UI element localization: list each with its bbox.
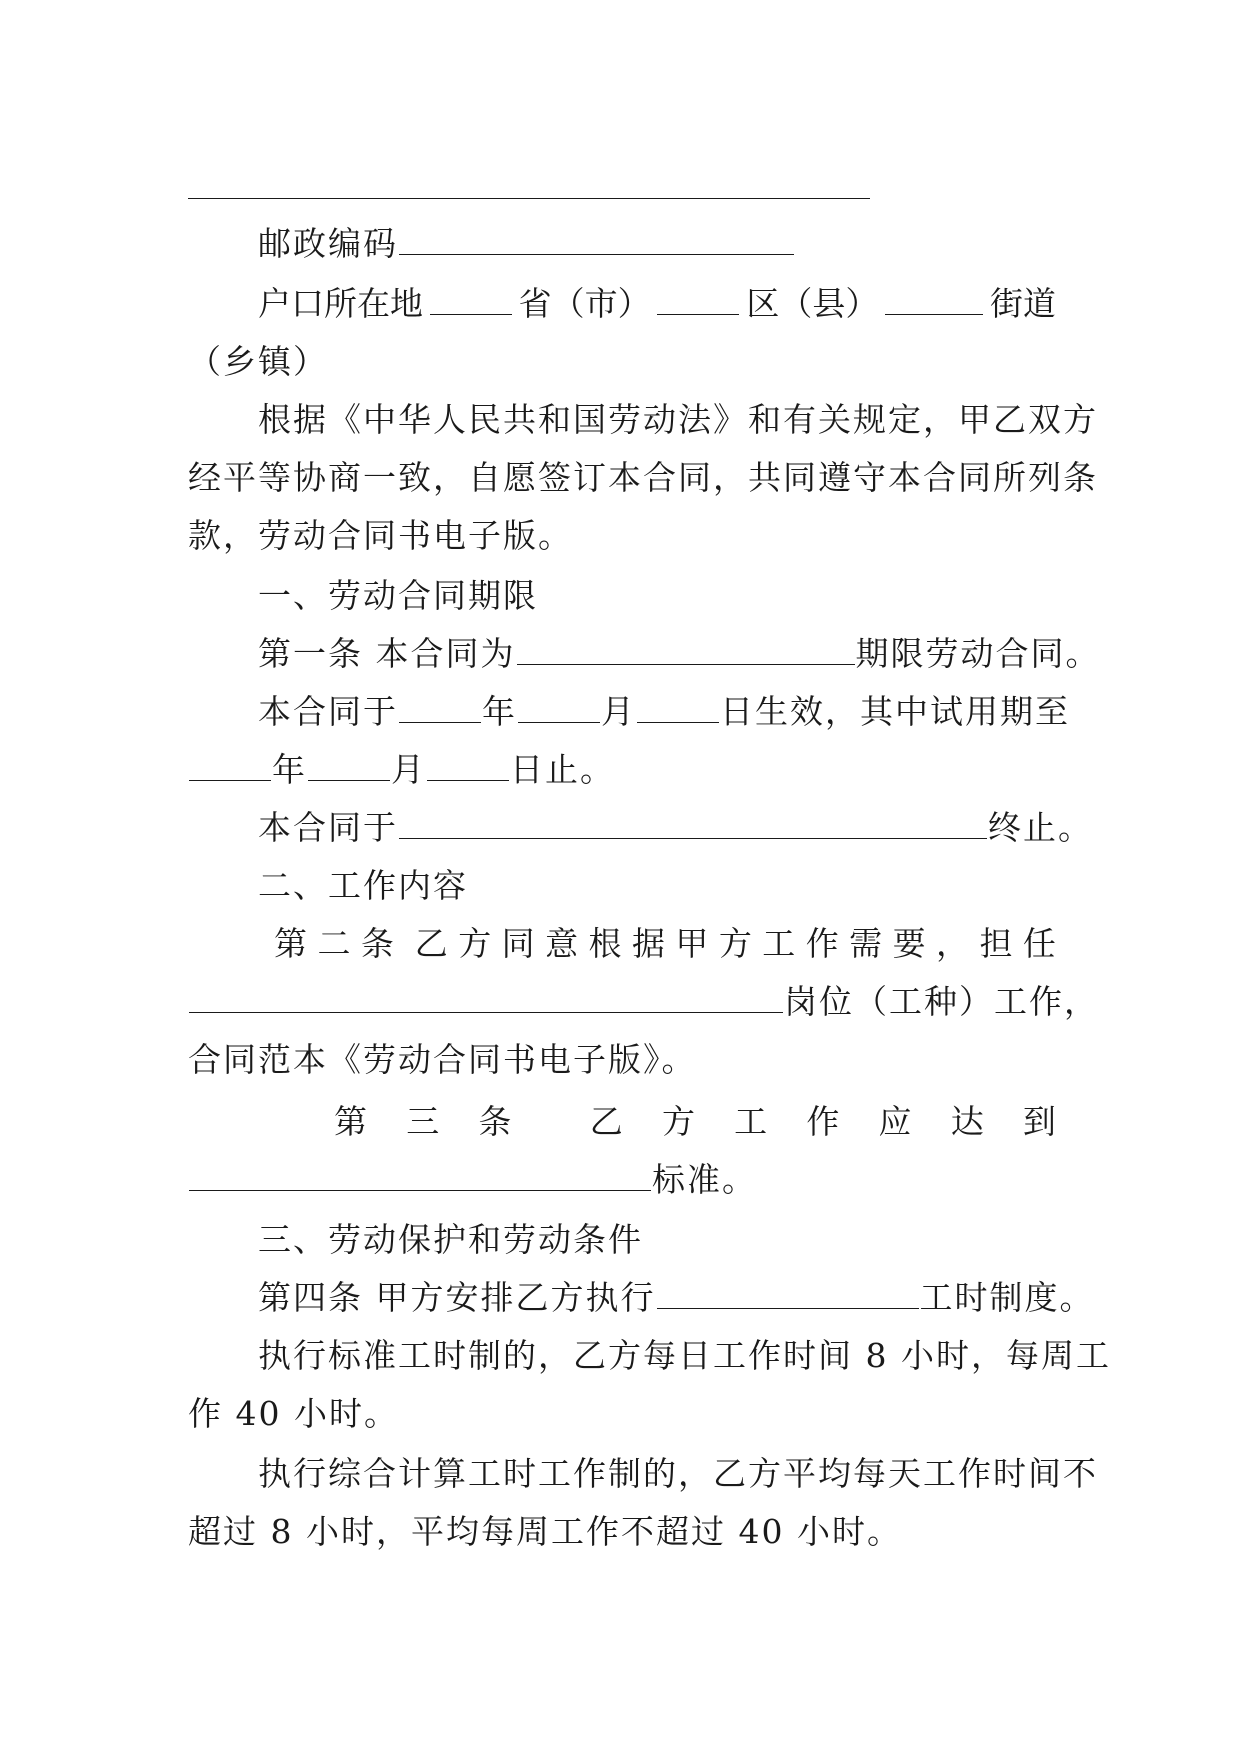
spread-char: 任 [1022,924,1056,963]
intro-line-2: 经平等协商一致，自愿签订本合同，共同遵守本合同所列条 [188,458,1098,497]
effective-month-blank [518,692,600,723]
spread-char: 作 [805,924,839,963]
hukou-line [188,282,1056,326]
township-line: （乡镇） [188,342,328,381]
article-1-prefix: 第一条 本合同为 [258,634,516,673]
termination-blank [399,808,987,839]
probation-month-blank [308,750,390,781]
spread-char: 乙 [589,1102,623,1141]
article-4-prefix: 第四条 甲方安排乙方执行 [258,1278,656,1317]
street-label: 街道 [989,284,1056,323]
standard-hours-line-2: 作 40 小时。 [188,1394,399,1433]
spread-char: 乙 [414,924,448,963]
article-2-line-2 [188,980,1099,1024]
spread-char: 要 [892,924,926,963]
article-2-line-3: 合同范本《劳动合同书电子版》。 [188,1040,697,1079]
spread-char: 第 [334,1102,367,1141]
spread-char: ， [936,924,969,963]
spread-char: 达 [950,1102,984,1141]
district-label: 区（县） [746,284,879,323]
month-label: 月 [391,750,426,789]
spread-char: 三 [406,1102,440,1141]
position-blank [189,982,783,1013]
hukou-label: 户口所在地 [258,284,423,323]
province-blank [430,284,512,315]
district-blank [657,284,739,315]
article-1-line [188,632,1101,676]
article-2-line-1 [188,922,1056,966]
article-3-line-2 [188,1158,1056,1202]
spread-char: 方 [661,1102,695,1141]
article-3-line-1 [188,1100,1056,1144]
section-1-heading: 一、劳动合同期限 [258,576,538,615]
intro-line-1: 根据《中华人民共和国劳动法》和有关规定，甲乙双方 [258,400,1098,439]
intro-line-3: 款，劳动合同书电子版。 [188,516,573,555]
spread-char: 甲 [675,924,709,963]
spread-char: 条 [478,1102,512,1141]
spread-char: 意 [545,924,579,963]
article-3-suffix: 标准。 [652,1160,757,1199]
month-label: 月 [601,692,636,731]
effective-year-blank [399,692,481,723]
probation-end-line [188,748,1056,792]
work-standard-blank [189,1160,651,1191]
working-hours-blank [657,1278,919,1309]
spread-char: 作 [806,1102,840,1141]
spread-char: 二 [317,924,351,963]
spread-char: 到 [1022,1102,1056,1141]
address-blank-line [188,198,870,199]
province-label: 省（市） [518,284,651,323]
standard-hours-line-1: 执行标准工时制的，乙方每日工作时间 8 小时，每周工 [258,1336,1111,1375]
comprehensive-hours-line-1: 执行综合计算工时工作制的，乙方平均每天工作时间不 [258,1454,1098,1493]
probation-year-blank [189,750,271,781]
spread-char: 工 [762,924,796,963]
probation-end-suffix: 日止。 [510,750,615,789]
termination-prefix: 本合同于 [258,808,398,847]
street-blank [885,284,983,315]
comprehensive-hours-line-2: 超过 8 小时，平均每周工作不超过 40 小时。 [188,1512,902,1551]
postal-code-line [188,222,1056,266]
termination-suffix: 终止。 [988,808,1093,847]
probation-day-blank [427,750,509,781]
effective-date-line [188,690,1070,734]
spread-char: 应 [878,1102,912,1141]
effective-mid: 日生效，其中试用期至 [720,692,1070,731]
contract-type-blank [517,634,855,665]
spread-char: 条 [360,924,394,963]
article-1-suffix: 期限劳动合同。 [855,634,1101,673]
spread-char: 根 [588,924,622,963]
spread-char: 第 [274,924,307,963]
year-label: 年 [272,750,307,789]
effective-prefix: 本合同于 [258,692,398,731]
termination-line [188,806,1093,850]
section-2-heading: 二、工作内容 [258,866,468,905]
year-label: 年 [482,692,517,731]
spread-char: 担 [979,924,1013,963]
article-4-suffix: 工时制度。 [919,1278,1095,1317]
article-2-suffix: 岗位（工种）工作， [784,982,1099,1021]
spread-char: 据 [631,924,665,963]
section-3-heading: 三、劳动保护和劳动条件 [258,1220,643,1259]
spread-char: 方 [458,924,492,963]
spread-char: 方 [718,924,752,963]
effective-day-blank [637,692,719,723]
spread-char: 需 [849,924,883,963]
postal-code-label: 邮政编码 [258,224,398,263]
spread-char: 工 [734,1102,768,1141]
article-4-line [188,1276,1095,1320]
postal-code-blank [399,224,794,255]
spread-char: 同 [501,924,535,963]
